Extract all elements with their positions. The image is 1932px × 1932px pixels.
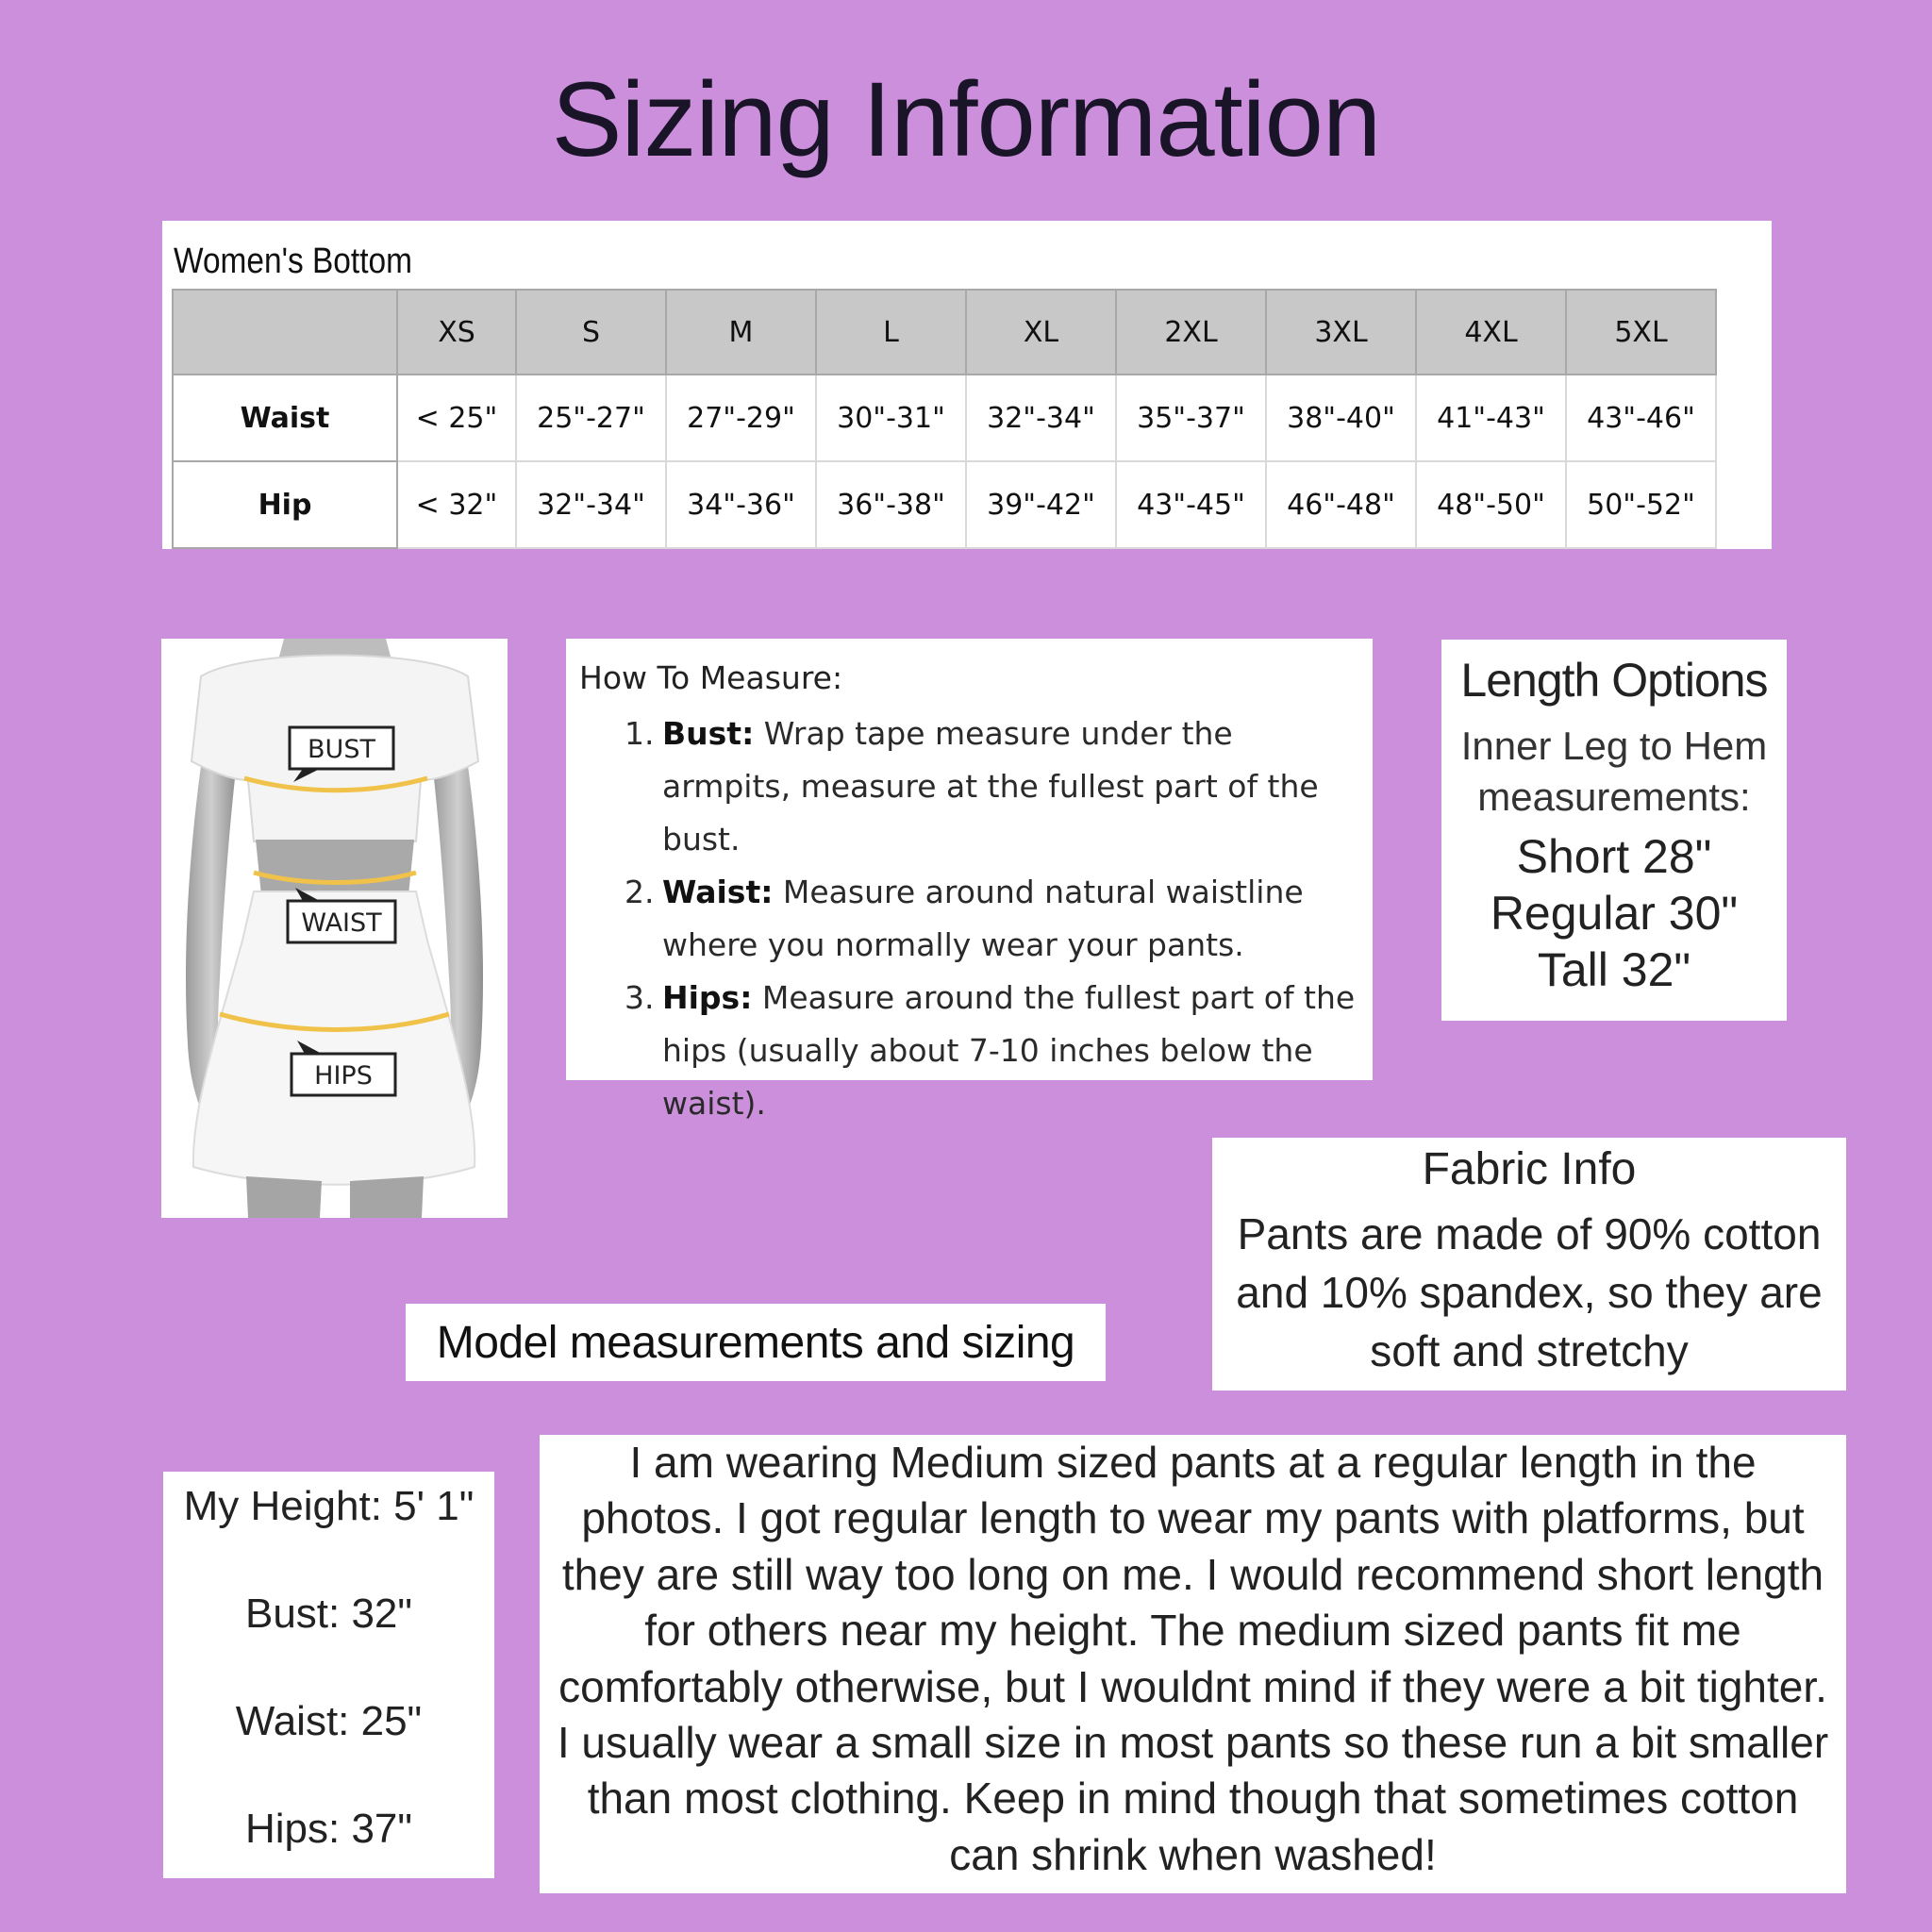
fabric-info-title: Fabric Info	[1422, 1144, 1637, 1194]
my-height: My Height: 5' 1"	[183, 1483, 475, 1529]
my-waist: Waist: 25"	[235, 1698, 423, 1744]
table-row	[173, 461, 1716, 548]
step-term: Waist:	[662, 874, 774, 910]
fit-review-text: I am wearing Medium sized pants at a regular length in the photos. I got regular length to wear my pants with platforms, but they are still way too long on me. I would recommend short length for others near my height. The medium sized pants fit me comfortably otherwise, but I wouldnt mind if they were a bit tighter. I usually wear a small size in most pants so these run a bit smaller than most clothing. Keep in mind though that sometimes cotton can shrink when washed!	[557, 1438, 1829, 1879]
how-to-measure-panel	[566, 639, 1373, 1122]
model-measurement-figure	[161, 639, 508, 1218]
fabric-info-panel	[1212, 1138, 1846, 1391]
fit-review-panel	[540, 1435, 1846, 1893]
step-number: 3.	[625, 979, 655, 1016]
length-options-panel	[1441, 640, 1787, 1021]
size-header-cell: S	[516, 290, 666, 375]
list-item	[579, 972, 1359, 1130]
table-cell: 32"-34"	[966, 375, 1116, 461]
step-text: Measure around natural waistline where you normally wear your pants.	[662, 874, 1304, 963]
size-chart-table	[172, 289, 1717, 549]
size-header-cell: XL	[966, 290, 1116, 375]
table-cell: 43"-46"	[1566, 375, 1716, 461]
table-cell: 38"-40"	[1266, 375, 1416, 461]
step-number: 2.	[625, 874, 655, 910]
list-item	[579, 866, 1359, 972]
table-header-row	[173, 290, 1716, 375]
table-cell: 46"-48"	[1266, 461, 1416, 548]
table-corner-cell	[173, 290, 397, 375]
table-cell: 48"-50"	[1416, 461, 1566, 548]
size-header-cell: 5XL	[1566, 290, 1716, 375]
how-to-measure-heading: How To Measure:	[579, 659, 843, 696]
table-cell: 25"-27"	[516, 375, 666, 461]
table-row	[173, 375, 1716, 461]
table-cell: 39"-42"	[966, 461, 1116, 548]
table-cell: < 25"	[397, 375, 516, 461]
table-cell: < 32"	[397, 461, 516, 548]
size-header-cell: L	[816, 290, 966, 375]
length-option-regular: Regular 30"	[1490, 887, 1739, 940]
size-header-cell: 4XL	[1416, 290, 1566, 375]
table-cell: 35"-37"	[1116, 375, 1266, 461]
fabric-info-text: Pants are made of 90% cotton and 10% spandex, so they are soft and stretchy	[1236, 1209, 1823, 1375]
size-chart-panel	[162, 221, 1772, 549]
step-term: Bust:	[662, 715, 755, 752]
my-hips: Hips: 37"	[244, 1806, 413, 1852]
size-header-cell: XS	[397, 290, 516, 375]
step-number: 1.	[625, 715, 655, 752]
bust-label: BUST	[308, 735, 375, 764]
waist-label: WAIST	[301, 908, 382, 938]
table-cell: 34"-36"	[666, 461, 816, 548]
table-cell: 32"-34"	[516, 461, 666, 548]
table-cell: 30"-31"	[816, 375, 966, 461]
row-label-hip: Hip	[173, 461, 397, 548]
size-chart-caption: Women's Bottom	[174, 242, 412, 281]
step-text: Measure around the fullest part of the hips (usually about 7-10 inches below the waist).	[662, 979, 1356, 1122]
table-cell: 50"-52"	[1566, 461, 1716, 548]
length-option-short: Short 28"	[1516, 830, 1712, 883]
size-header-cell: M	[666, 290, 816, 375]
length-options-subtitle: Inner Leg to Hem measurements:	[1460, 724, 1768, 819]
length-option-tall: Tall 32"	[1537, 943, 1691, 996]
size-header-cell: 3XL	[1266, 290, 1416, 375]
step-term: Hips:	[662, 979, 753, 1016]
model-measurements-label-panel	[406, 1304, 1106, 1381]
table-cell: 43"-45"	[1116, 461, 1266, 548]
table-cell: 27"-29"	[666, 375, 816, 461]
page-title: Sizing Information	[551, 60, 1381, 178]
step-text: Wrap tape measure under the armpits, measure at the fullest part of the bust.	[662, 715, 1319, 858]
size-header-cell: 2XL	[1116, 290, 1266, 375]
table-cell: 36"-38"	[816, 461, 966, 548]
list-item	[579, 708, 1359, 866]
my-measurements-panel	[163, 1472, 494, 1878]
how-to-measure-list	[579, 708, 1359, 1130]
model-figure-illustration	[161, 639, 508, 1218]
row-label-waist: Waist	[173, 375, 397, 461]
my-bust: Bust: 32"	[244, 1591, 413, 1637]
length-options-title: Length Options	[1460, 654, 1768, 707]
table-cell: 41"-43"	[1416, 375, 1566, 461]
model-measurements-label: Model measurements and sizing	[436, 1317, 1075, 1368]
hips-label: HIPS	[314, 1061, 373, 1091]
